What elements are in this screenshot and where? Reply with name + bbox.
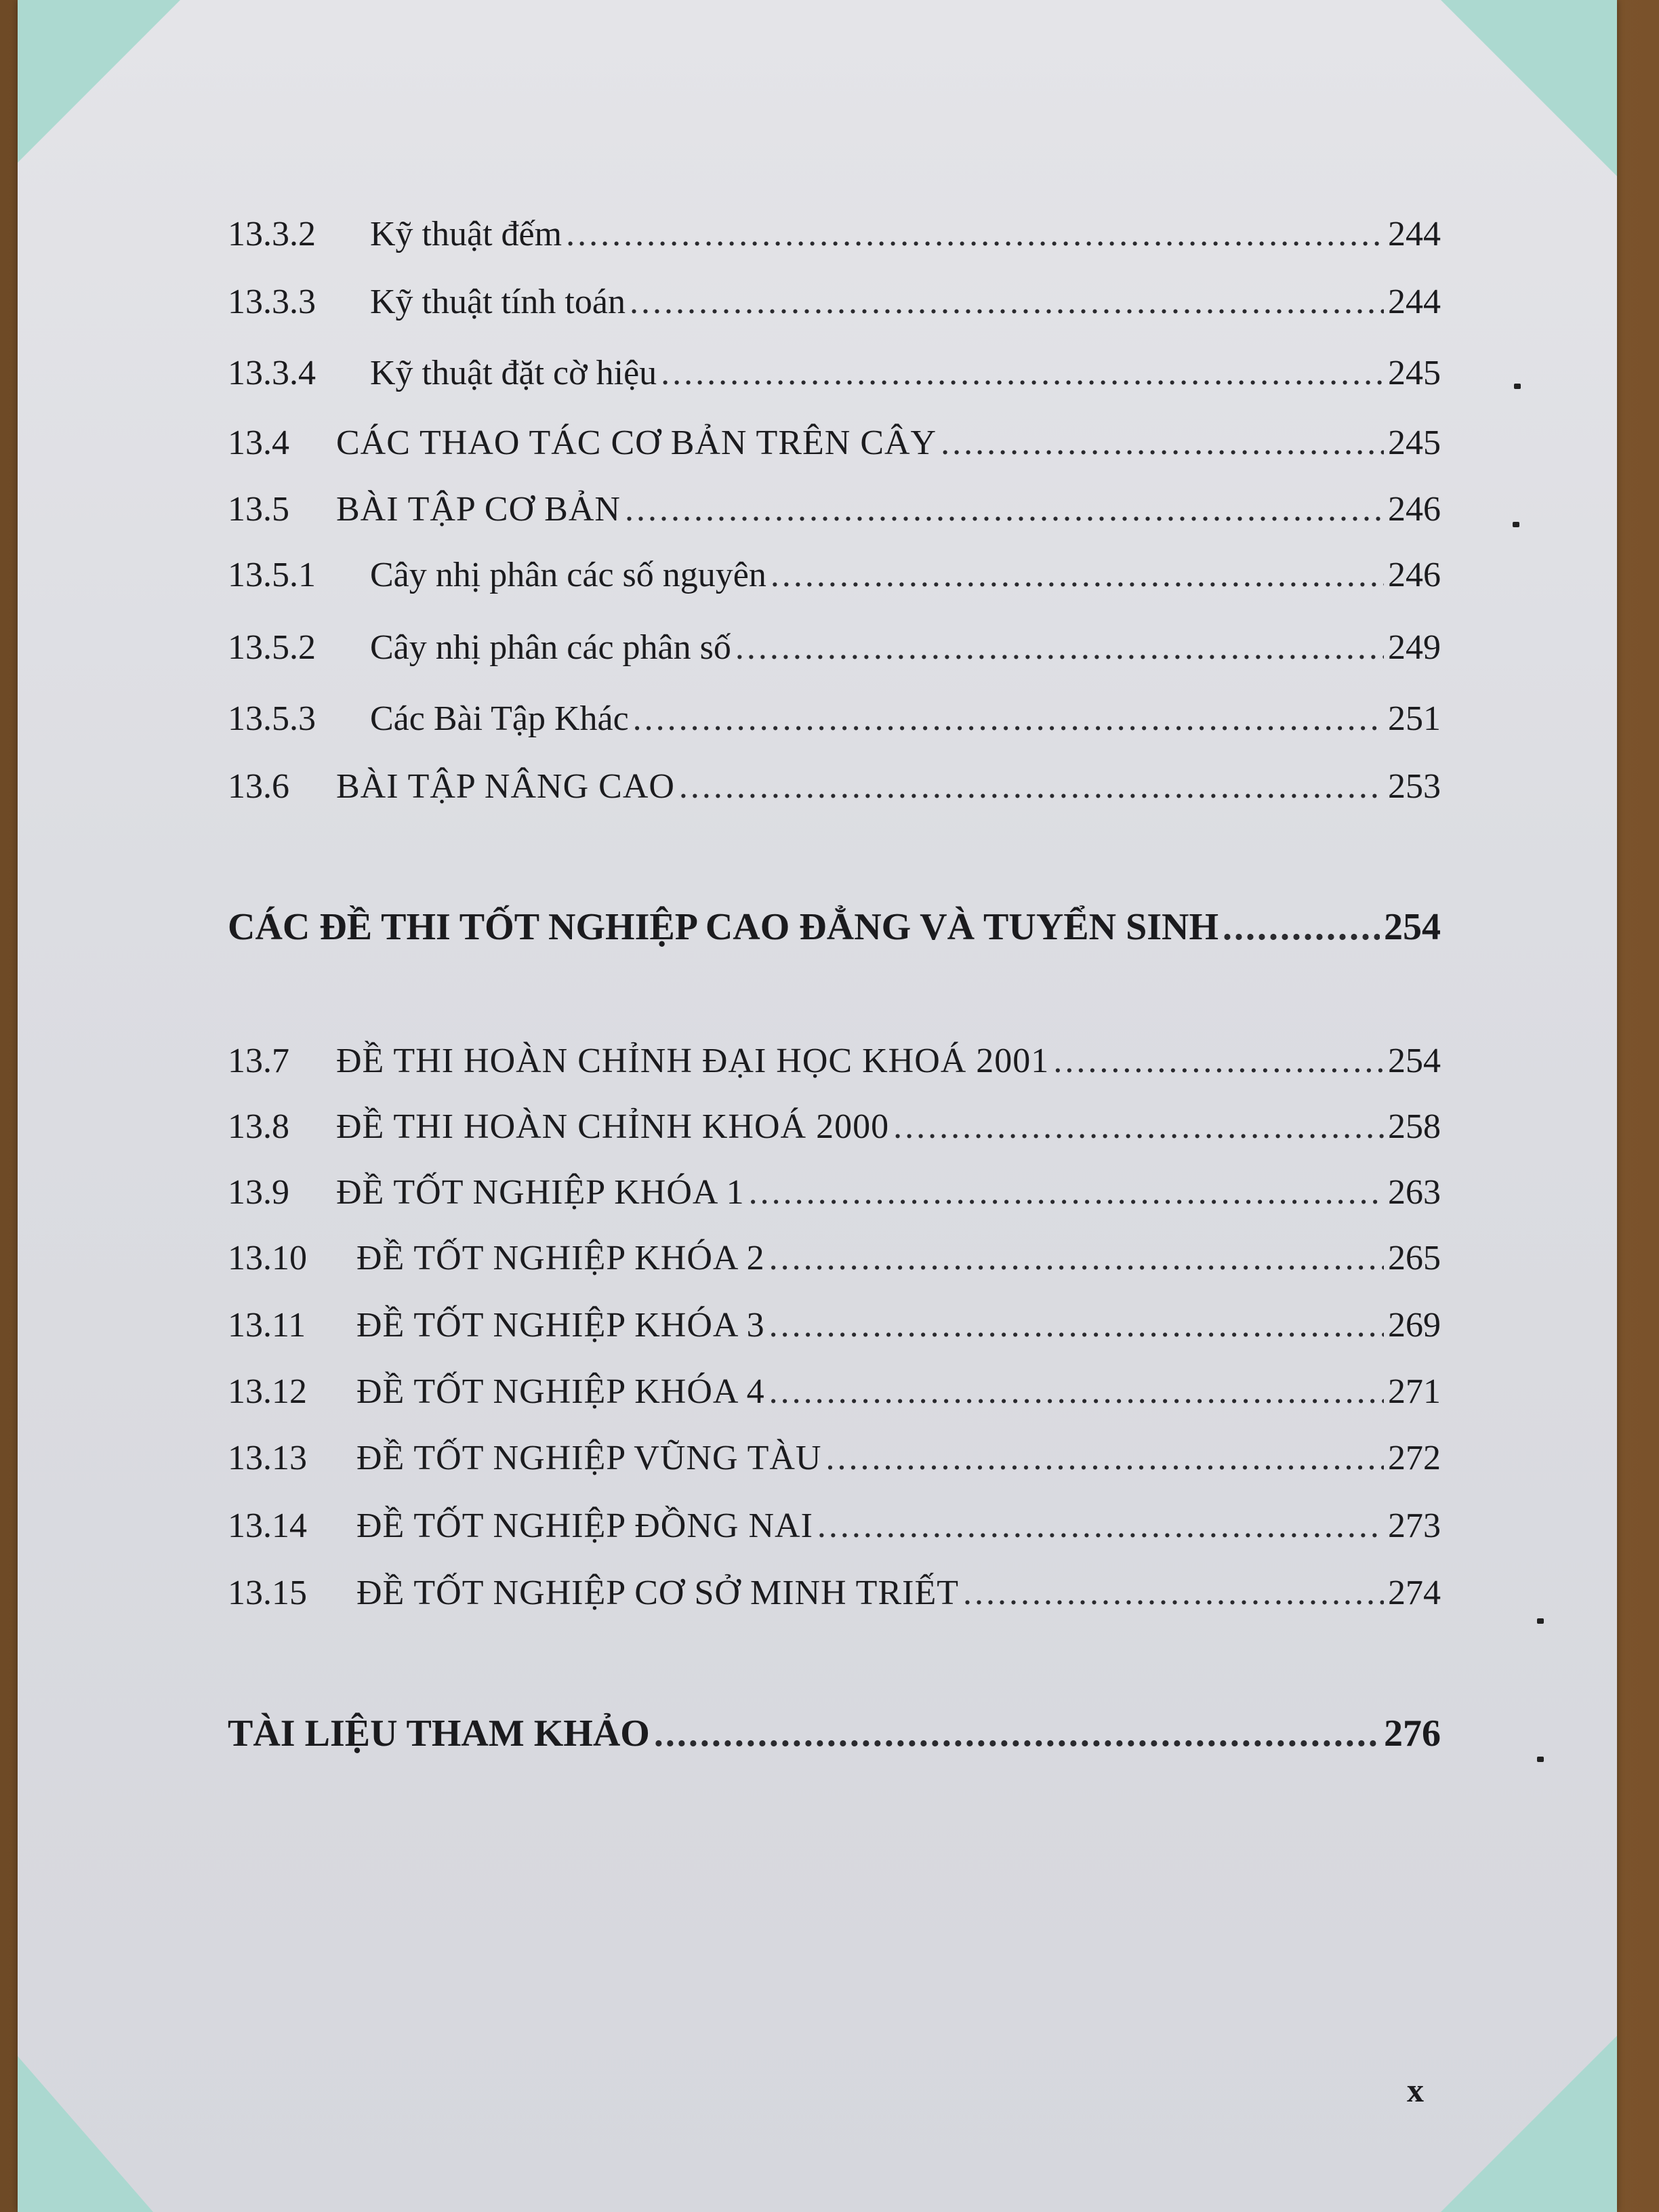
toc-entry-page: 272 [1388, 1439, 1441, 1477]
dot-leader [654, 1715, 1380, 1753]
toc-entry-page: 263 [1388, 1173, 1441, 1212]
toc-entry[interactable] [228, 285, 1441, 320]
toc-entry-title: ĐỀ TỐT NGHIỆP VŨNG TÀU [356, 1439, 822, 1477]
toc-entry-title: ĐỀ THI HOÀN CHỈNH ĐẠI HỌC KHOÁ 2001 [336, 1042, 1050, 1080]
toc-entry-title: BÀI TẬP CƠ BẢN [336, 490, 621, 529]
toc-entry-page: 249 [1388, 628, 1441, 667]
toc-entry-number: 13.3.3 [228, 283, 316, 321]
toc-entry-number: 13.12 [228, 1372, 307, 1411]
toc-entry-title: ĐỀ TỐT NGHIỆP KHÓA 2 [356, 1239, 765, 1277]
dot-leader [679, 769, 1384, 804]
toc-entry-title: ĐỀ TỐT NGHIỆP KHÓA 3 [356, 1306, 765, 1345]
toc-entry-title: CÁC THAO TÁC CƠ BẢN TRÊN CÂY [336, 424, 937, 462]
toc-entry-number: 13.3.4 [228, 354, 316, 392]
toc-entry-number: 13.11 [228, 1306, 306, 1345]
toc-entry-title: ĐỀ TỐT NGHIỆP CƠ SỞ MINH TRIẾT [356, 1574, 959, 1612]
toc-entry-page: 265 [1388, 1239, 1441, 1277]
photo-corner-top-right [1441, 0, 1617, 176]
toc-entry-page: 274 [1388, 1574, 1441, 1612]
toc-entry-title: Các Bài Tập Khác [370, 699, 629, 738]
toc-exam-entry[interactable] [228, 1241, 1441, 1276]
dot-leader [1053, 1044, 1384, 1079]
toc-entry-page: 258 [1388, 1107, 1441, 1146]
toc-entry-number: 13.7 [228, 1042, 289, 1080]
toc-entry[interactable] [228, 769, 1441, 804]
toc-entry-page: 244 [1388, 215, 1441, 253]
toc-entry-title: Kỹ thuật đặt cờ hiệu [370, 354, 657, 392]
dot-leader [749, 1175, 1384, 1210]
toc-entry-number: 13.15 [228, 1574, 307, 1612]
toc-entry-page: 254 [1388, 1042, 1441, 1080]
dot-leader [963, 1576, 1384, 1611]
dot-leader [941, 426, 1384, 461]
toc-entry-page: 245 [1388, 424, 1441, 462]
paper-speck [1513, 522, 1519, 527]
toc-entry[interactable] [228, 492, 1441, 527]
dot-leader [1223, 908, 1380, 946]
toc-section-title: TÀI LIỆU THAM KHẢO [228, 1713, 650, 1755]
dot-leader [817, 1509, 1384, 1544]
toc-section-title: CÁC ĐỀ THI TỐT NGHIỆP CAO ĐẲNG VÀ TUYỂN SINH [228, 906, 1219, 948]
toc-entry-number: 13.10 [228, 1239, 307, 1277]
toc-section-references[interactable] [228, 1715, 1441, 1753]
toc-entry-number: 13.5 [228, 490, 289, 529]
photo-corner-bottom-left [18, 2056, 153, 2212]
paper-speck [1537, 1618, 1544, 1624]
toc-section-page: 254 [1384, 906, 1441, 948]
dot-leader [735, 630, 1384, 665]
toc-entry-page: 244 [1388, 283, 1441, 321]
toc-entry-title: Cây nhị phân các số nguyên [370, 556, 766, 594]
toc-exam-entry[interactable] [228, 1509, 1441, 1544]
toc-entry-title: ĐỀ TỐT NGHIỆP KHÓA 1 [336, 1173, 745, 1212]
toc-entry[interactable] [228, 701, 1441, 737]
toc-entry-page: 269 [1388, 1306, 1441, 1345]
toc-exam-entry[interactable] [228, 1441, 1441, 1476]
toc-entry[interactable] [228, 630, 1441, 665]
toc-entry-page: 271 [1388, 1372, 1441, 1411]
page-number: x [1407, 2071, 1424, 2109]
toc-entry-title: ĐỀ TỐT NGHIỆP KHÓA 4 [356, 1372, 765, 1411]
toc-exam-entry[interactable] [228, 1175, 1441, 1210]
toc-entry-page: 246 [1388, 556, 1441, 594]
dot-leader [769, 1308, 1384, 1343]
toc-entry-title: Kỹ thuật tính toán [370, 283, 626, 321]
toc-entry-number: 13.5.1 [228, 556, 316, 594]
dot-leader [633, 701, 1384, 737]
toc-section-page: 276 [1384, 1713, 1441, 1755]
dot-leader [825, 1441, 1384, 1476]
toc-entry-number: 13.4 [228, 424, 289, 462]
dot-leader [769, 1241, 1384, 1276]
toc-entry[interactable] [228, 217, 1441, 252]
dot-leader [566, 217, 1384, 252]
photo-corner-bottom-right [1441, 2036, 1617, 2212]
toc-entry[interactable] [228, 558, 1441, 593]
toc-entry-page: 245 [1388, 354, 1441, 392]
toc-entry[interactable] [228, 426, 1441, 461]
toc-entry[interactable] [228, 356, 1441, 391]
toc-entry-number: 13.5.3 [228, 699, 316, 738]
toc-exam-entry[interactable] [228, 1374, 1441, 1410]
paper-speck [1514, 384, 1521, 389]
toc-entry-title: ĐỀ THI HOÀN CHỈNH KHOÁ 2000 [336, 1107, 890, 1146]
toc-entry-number: 13.6 [228, 767, 289, 806]
photo-corner-top-left [18, 0, 180, 163]
toc-entry-number: 13.9 [228, 1173, 289, 1212]
toc-entry-page: 251 [1388, 699, 1441, 738]
toc-entry-title: Kỹ thuật đếm [370, 215, 562, 253]
dot-leader [661, 356, 1384, 391]
dot-leader [893, 1109, 1384, 1145]
toc-entry-number: 13.3.2 [228, 215, 316, 253]
dot-leader [630, 285, 1384, 320]
toc-entry-number: 13.14 [228, 1507, 307, 1545]
toc-entry-title: BÀI TẬP NÂNG CAO [336, 767, 675, 806]
toc-entry-title: Cây nhị phân các phân số [370, 628, 731, 667]
toc-exam-entry[interactable] [228, 1044, 1441, 1079]
toc-entry-page: 273 [1388, 1507, 1441, 1545]
toc-exam-entry[interactable] [228, 1576, 1441, 1611]
toc-entry-title: ĐỀ TỐT NGHIỆP ĐỒNG NAI [356, 1507, 813, 1545]
toc-entry-page: 246 [1388, 490, 1441, 529]
dot-leader [771, 558, 1384, 593]
dot-leader [769, 1374, 1384, 1410]
dot-leader [625, 492, 1384, 527]
toc-exam-entry[interactable] [228, 1109, 1441, 1145]
toc-section-exams[interactable] [228, 908, 1441, 946]
toc-entry-number: 13.5.2 [228, 628, 316, 667]
toc-entry-number: 13.13 [228, 1439, 307, 1477]
toc-exam-entry[interactable] [228, 1308, 1441, 1343]
paper-speck [1537, 1757, 1544, 1762]
document-page [18, 0, 1617, 2212]
toc-entry-page: 253 [1388, 767, 1441, 806]
toc-entry-number: 13.8 [228, 1107, 289, 1146]
